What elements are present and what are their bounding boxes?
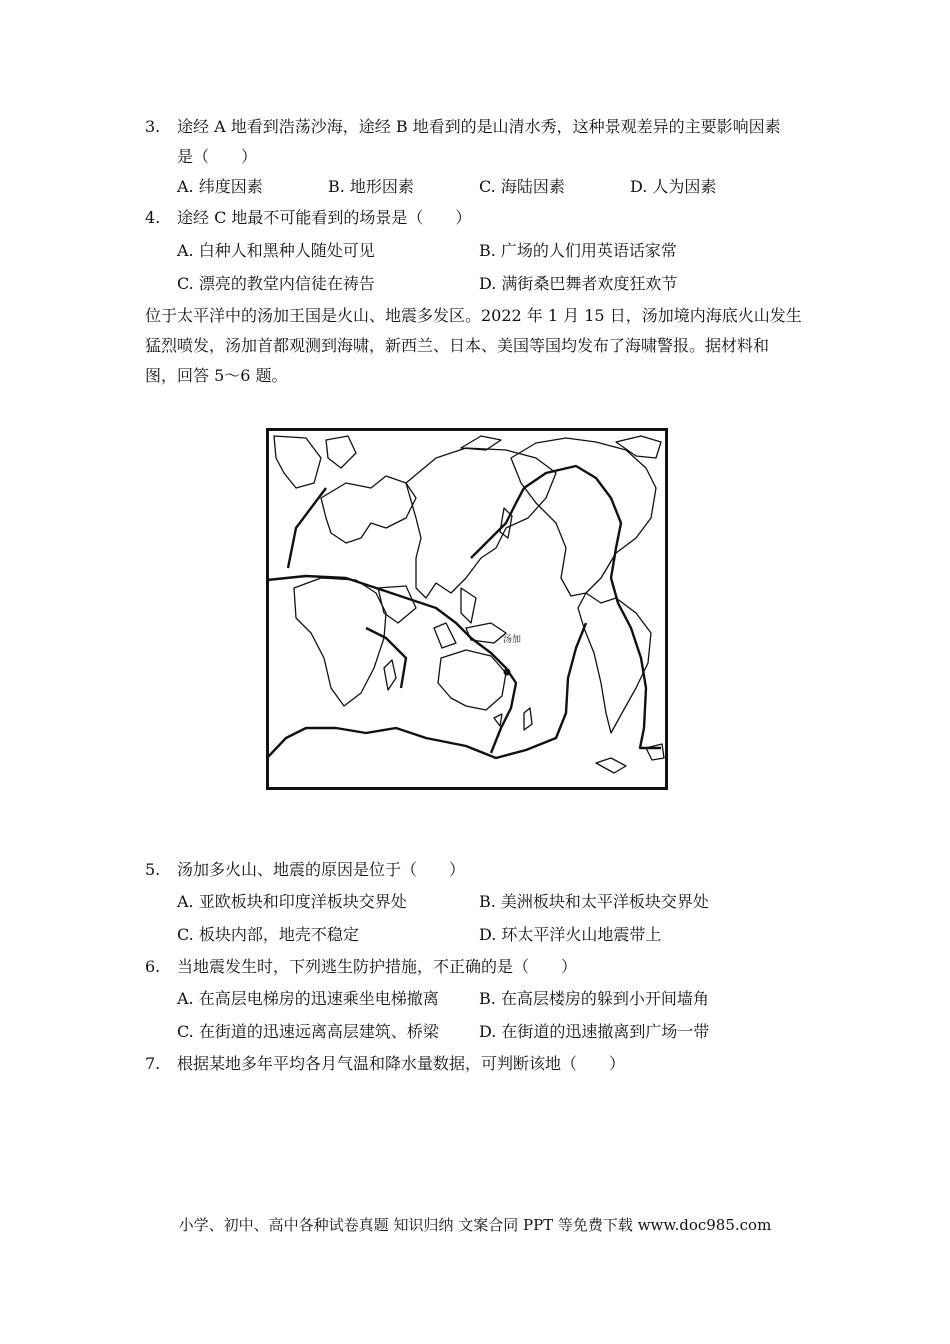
q6-option-c: C. 在街道的迅速远离高层建筑、桥梁 — [177, 1022, 439, 1041]
q7-number: 7. — [145, 1054, 161, 1073]
q3-number: 3. — [145, 117, 161, 136]
q3-stem: 途经 A 地看到浩荡沙海，途经 B 地看到的是山清水秀，这种景观差异的主要影响因素 — [177, 117, 781, 136]
q4-stem: 途经 C 地最不可能看到的场景是（ ） — [177, 208, 472, 227]
q5-option-d: D. 环太平洋火山地震带上 — [479, 925, 662, 944]
q4-option-a: A. 白种人和黑种人随处可见 — [177, 241, 375, 260]
q6-stem: 当地震发生时，下列逃生防护措施，不正确的是（ ） — [177, 957, 578, 976]
q5-number: 5. — [145, 860, 161, 879]
q5-option-c: C. 板块内部，地壳不稳定 — [177, 925, 359, 944]
q6-option-d: D. 在街道的迅速撤离到广场一带 — [479, 1022, 710, 1041]
q3-option-d: D. 人为因素 — [630, 177, 717, 196]
q4-option-b: B. 广场的人们用英语话家常 — [479, 241, 677, 260]
q6-option-a: A. 在高层电梯房的迅速乘坐电梯撤离 — [177, 989, 439, 1008]
q4-option-c: C. 漂亮的教堂内信徒在祷告 — [177, 274, 375, 293]
q4-number: 4. — [145, 208, 161, 227]
passage-line-3: 图，回答 5～6 题。 — [145, 366, 288, 385]
tonga-marker — [504, 669, 511, 676]
q4-option-d: D. 满街桑巴舞者欢度狂欢节 — [479, 274, 678, 293]
passage-line-2: 猛烈喷发，汤加首都观测到海啸，新西兰、日本、美国等国均发布了海啸警报。据材料和 — [145, 336, 770, 355]
map-frame — [268, 430, 667, 789]
q5-stem: 汤加多火山、地震的原因是位于（ ） — [177, 860, 466, 879]
q6-option-b: B. 在高层楼房的躲到小开间墙角 — [479, 989, 709, 1008]
q7-stem: 根据某地多年平均各月气温和降水量数据，可判断该地（ ） — [177, 1054, 626, 1073]
q5-option-a: A. 亚欧板块和印度洋板块交界处 — [177, 892, 407, 911]
q3-stem-cont: 是（ ） — [177, 147, 258, 166]
map-label-tonga: 汤加 — [503, 635, 522, 645]
page-footer: 小学、初中、高中各种试卷真题 知识归纳 文案合同 PPT 等免费下载 www.doc985.com — [178, 1216, 772, 1234]
q3-option-c: C. 海陆因素 — [479, 177, 565, 196]
q3-option-a: A. 纬度因素 — [177, 177, 263, 196]
q6-number: 6. — [145, 957, 161, 976]
passage-line-1: 位于太平洋中的汤加王国是火山、地震多发区。2022 年 1 月 15 日，汤加境内海底火山发生 — [145, 306, 802, 325]
plate-boundary-world-map — [266, 428, 668, 790]
q5-option-b: B. 美洲板块和太平洋板块交界处 — [479, 892, 709, 911]
q3-option-b: B. 地形因素 — [328, 177, 414, 196]
